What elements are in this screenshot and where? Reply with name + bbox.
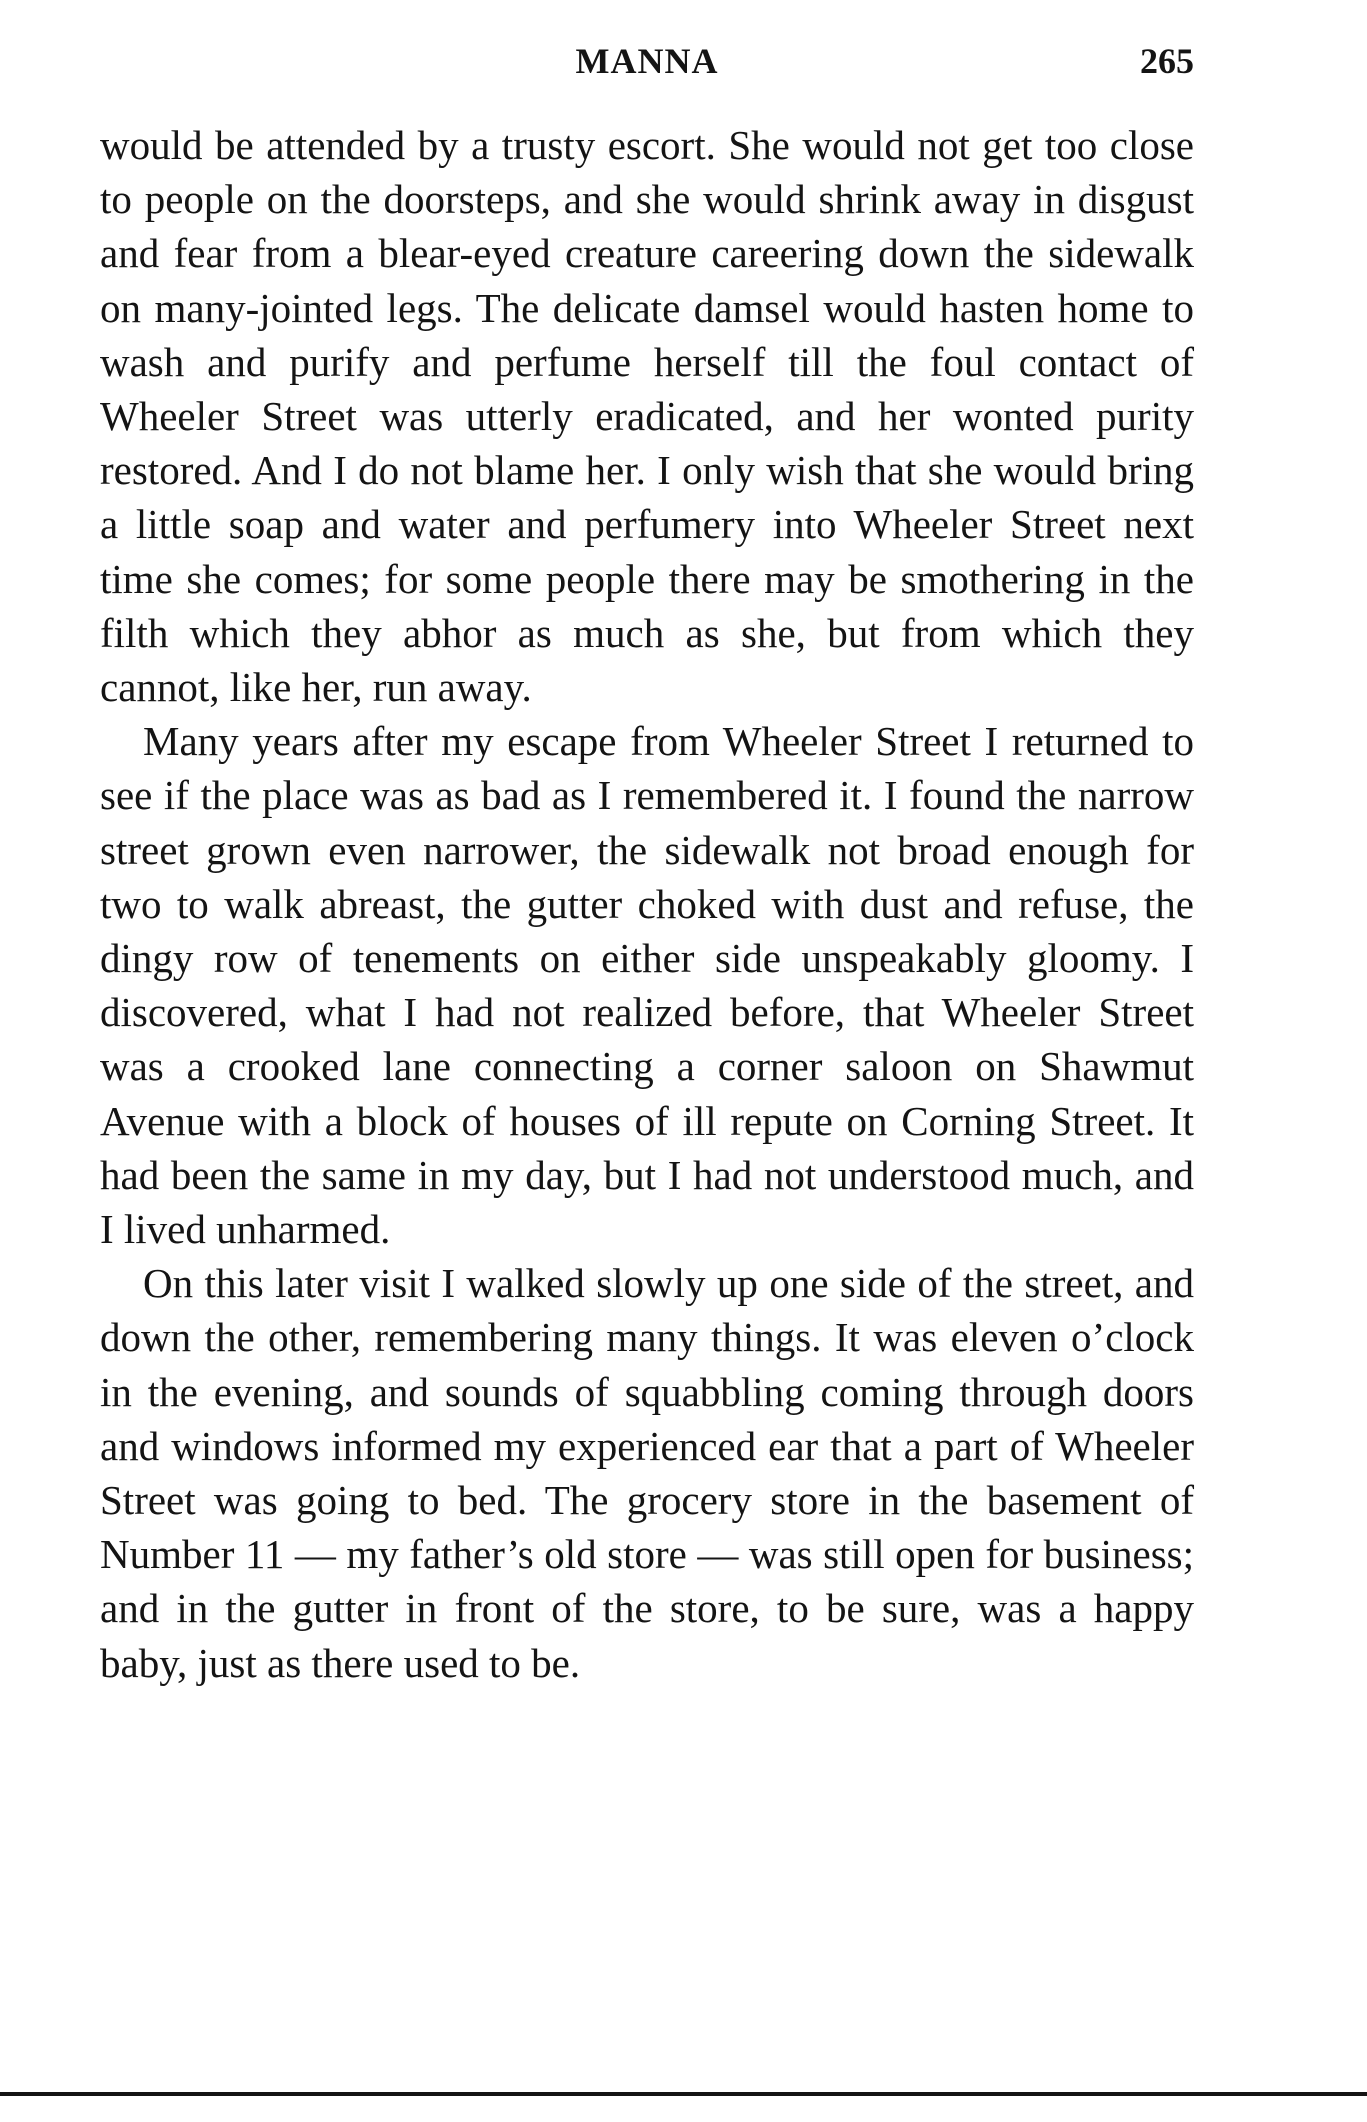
- running-title: MANNA: [575, 41, 719, 81]
- paragraph-revisit: Many years after my escape from Wheeler Street I returned to see if the place was as bad as I remembered it. I found the narrow street grown even narrower, the sidewalk not broad enough for two to walk abreast, the gutter choked with dust and refuse, the dingy row of tenements on either side unspeakably gloomy. I discovered, what I had not realized before, that Wheeler Street was a crooked lane connecting a corner saloon on Shawmut Avenue with a block of houses of ill repute on Corning Street. It had been the same in my day, but I had not understood much, and I lived unharmed.: [100, 718, 1194, 1253]
- running-head: [100, 40, 1194, 90]
- page-number: 265: [1140, 41, 1194, 81]
- body-text: [100, 118, 1194, 1690]
- paragraph-continued: would be attended by a trusty escort. She would not get too close to people on the doorsteps, and she would shrink away in disgust and fear from a blear-eyed creature careering down the sidewalk on many-jointed legs. The delicate damsel would hasten home to wash and purify and perfume herself till the foul contact of Wheeler Street was utterly eradicated, and her wonted purity restored. And I do not blame her. I only wish that she would bring a little soap and water and perfumery into Wheeler Street next time she comes; for some people there may be smothering in the filth which they abhor as much as she, but from which they cannot, like her, run away.: [100, 122, 1194, 711]
- paragraph-later-visit: On this later visit I walked slowly up one side of the street, and down the other, remembering many things. It was eleven o’clock in the evening, and sounds of squabbling coming through doors and windows informed my experienced ear that a part of Wheeler Street was going to bed. The grocery store in the basement of Number 11 — my father’s old store — was still open for business; and in the gutter in front of the store, to be sure, was a happy baby, just as there used to be.: [100, 1260, 1194, 1686]
- bottom-rule: [0, 2092, 1367, 2096]
